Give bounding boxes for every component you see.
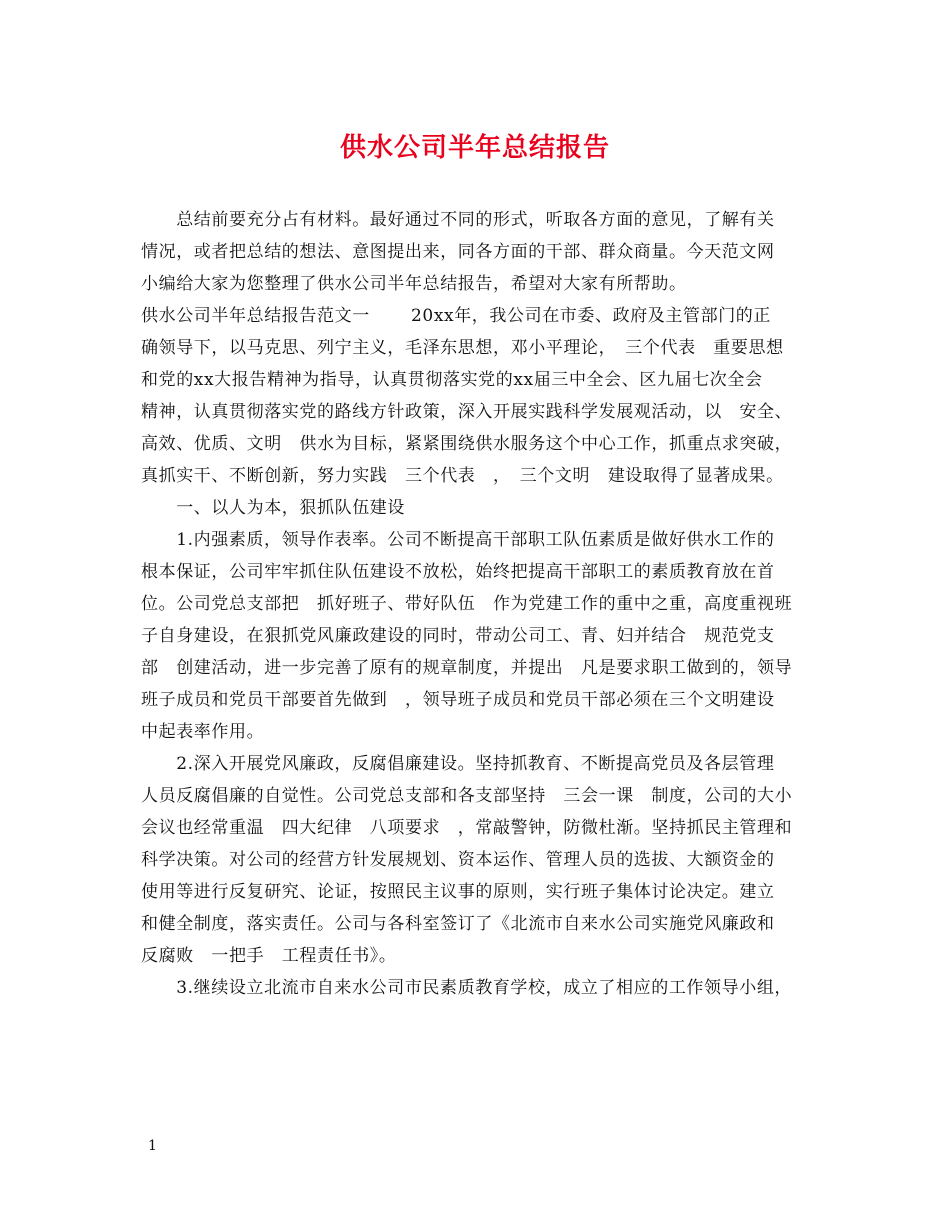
body-line: 根本保证，公司牢牢抓住队伍建设不放松，始终把提高干部职工的素质教育放在首 <box>141 562 775 582</box>
body-line: 总结前要充分占有材料。最好通过不同的形式，听取各方面的意见，了解有关 <box>141 210 775 230</box>
body-line: 会议也经常重温 四大纪律 八项要求 ，常敲警钟，防微杜渐。坚持抓民主管理和 <box>141 818 793 838</box>
body-line: 部 创建活动，进一步完善了原有的规章制度，并提出 凡是要求职工做到的，领导 <box>141 658 793 678</box>
body-line: 反腐败 一把手 工程责任书》。 <box>141 946 397 966</box>
body-line: 情况，或者把总结的想法、意图提出来，同各方面的干部、群众商量。今天范文网 <box>141 242 775 262</box>
body-line: 确领导下，以马克思、列宁主义，毛泽东思想，邓小平理论， 三个代表 重要思想 <box>141 338 784 358</box>
body-line: 2.深入开展党风廉政，反腐倡廉建设。坚持抓教育、不断提高党员及各层管理 <box>141 754 775 774</box>
body-line: 真抓实干、不断创新，努力实践 三个代表 ， 三个文明 建设取得了显著成果。 <box>141 466 784 486</box>
document-body <box>141 204 821 1004</box>
body-line: 3.继续设立北流市自来水公司市民素质教育学校，成立了相应的工作领导小组， <box>141 978 793 998</box>
body-line: 供水公司半年总结报告范文一 20xx年，我公司在市委、政府及主管部门的正 <box>141 306 772 326</box>
body-line: 子自身建设，在狠抓党风廉政建设的同时，带动公司工、青、妇并结合 规范党支 <box>141 626 775 646</box>
body-line: 班子成员和党员干部要首先做到 ，领导班子成员和党员干部必须在三个文明建设 <box>141 690 775 710</box>
body-line: 高效、优质、文明 供水为目标，紧紧围绕供水服务这个中心工作，抓重点求突破， <box>141 434 793 454</box>
body-line: 精神，认真贯彻落实党的路线方针政策，深入开展实践科学发展观活动，以 安全、 <box>141 402 793 422</box>
body-line: 中起表率作用。 <box>141 722 265 742</box>
body-line: 使用等进行反复研究、论证，按照民主议事的原则，实行班子集体讨论决定。建立 <box>141 882 775 902</box>
body-line: 人员反腐倡廉的自觉性。公司党总支部和各支部坚持 三会一课 制度，公司的大小 <box>141 786 793 806</box>
page-number: 1 <box>148 1138 157 1154</box>
body-line: 和党的xx大报告精神为指导，认真贯彻落实党的xx届三中全会、区九届七次全会 <box>141 370 763 390</box>
body-line: 科学决策。对公司的经营方针发展规划、资本运作、管理人员的选拔、大额资金的 <box>141 850 775 870</box>
section-heading: 一、以人为本，狠抓队伍建设 <box>141 498 405 518</box>
body-line: 小编给大家为您整理了供水公司半年总结报告，希望对大家有所帮助。 <box>141 274 687 294</box>
document-title: 供水公司半年总结报告 <box>339 133 610 163</box>
body-line: 位。公司党总支部把 抓好班子、带好队伍 作为党建工作的重中之重，高度重视班 <box>141 594 793 614</box>
body-line: 1.内强素质，领导作表率。公司不断提高干部职工队伍素质是做好供水工作的 <box>141 530 775 550</box>
body-line: 和健全制度，落实责任。公司与各科室签订了《北流市自来水公司实施党风廉政和 <box>141 914 775 934</box>
